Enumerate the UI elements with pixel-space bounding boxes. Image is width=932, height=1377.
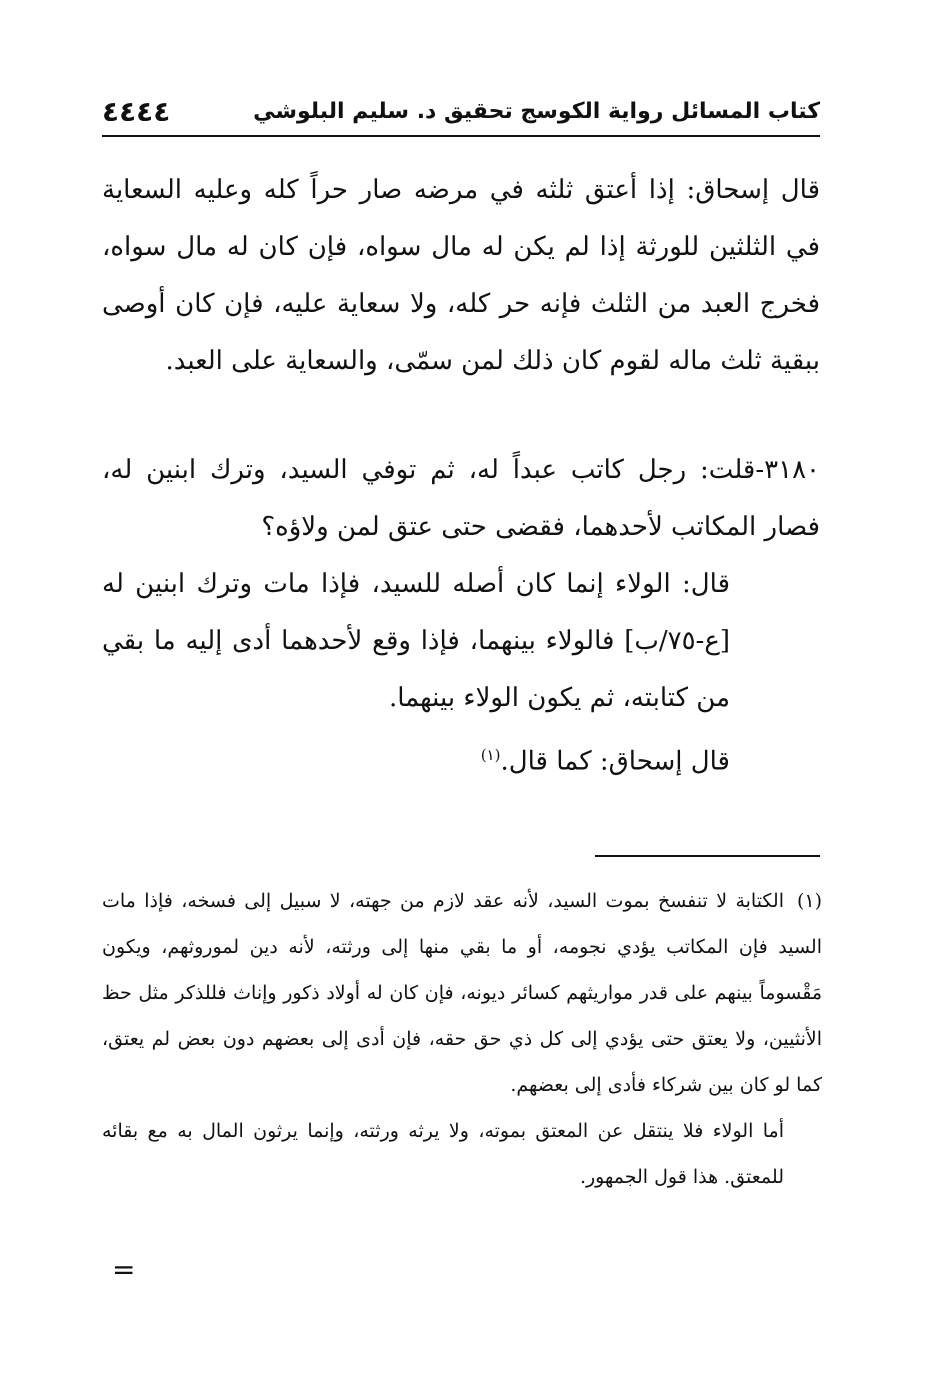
question-3180	[102, 442, 820, 556]
footnote-text-1: الكتابة لا تنفسخ بموت السيد، لأنه عقد لازم من جهته، لا سبيل إلى فسخه، فإذا مات السيد فإن المكاتب يؤدي نجومه، أو ما بقي منها إلى ورثته، لأنه دين لموروثهم، ويكون مَقْسوماً بينهم على قدر مواريثهم كسائر ديونه، فإن كان له أولاد ذكور وإناث فللذكر مثل حظ الأنثيين، ولا يعتق حتى يؤدي إلى كل ذي حق حقه، فإن أدى إلى بعضهم دون بعض لم يعتق، كما لو كان بين شركاء فأدى إلى بعضهم.	[102, 890, 822, 1096]
footnote-number: (١)	[796, 890, 822, 912]
continuation-mark: =	[112, 1253, 136, 1286]
header-rule	[102, 135, 820, 137]
ishaq-answer-text: قال إسحاق: كما قال.	[500, 746, 730, 777]
page-header	[102, 92, 820, 130]
question-number: ٣١٨٠	[764, 455, 821, 485]
footnote-reference: (١)	[480, 746, 501, 764]
ishaq-answer	[102, 727, 820, 791]
footnote-text-2: أما الولاء فلا ينتقل عن المعتق بموته، ولا يرثه ورثته، وإنما يرثون المال به مع بقائه للمعتق. هذا قول الجمهور.	[102, 1120, 784, 1188]
page-number: ٤٤٤٤	[102, 95, 171, 128]
main-text	[102, 162, 820, 791]
answer-paragraph: قال: الولاء إنما كان أصله للسيد، فإذا مات وترك ابنين له [ع-٧٥/ب] فالولاء بينهما، فإذا وقع لأحدهما أدى إليه ما بقي من كتابته، ثم يكون الولاء بينهما.	[102, 569, 730, 713]
footnote-rule	[595, 855, 820, 857]
ishaq-paragraph: قال إسحاق: إذا أعتق ثلثه في مرضه صار حراً كله وعليه السعاية في الثلثين للورثة إذا لم يكن له مال سواه، فإن كان له مال سواه، فخرج العبد من الثلث فإنه حر كله، ولا سعاية عليه، فإن كان أوصى ببقية ثلث ماله لقوم كان ذلك لمن سمّى، والسعاية على العبد.	[102, 175, 820, 376]
question-text: -قلت: رجل كاتب عبداً له، ثم توفي السيد، وترك ابنين له، فصار المكاتب لأحدهما، فقضى حتى عتق لمن ولاؤه؟	[102, 455, 820, 542]
footnotes	[102, 878, 822, 1200]
paragraph-gap	[102, 390, 820, 442]
running-title: كتاب المسائل رواية الكوسج تحقيق د. سليم البلوشي	[253, 99, 820, 124]
footnote-1	[102, 878, 822, 1108]
